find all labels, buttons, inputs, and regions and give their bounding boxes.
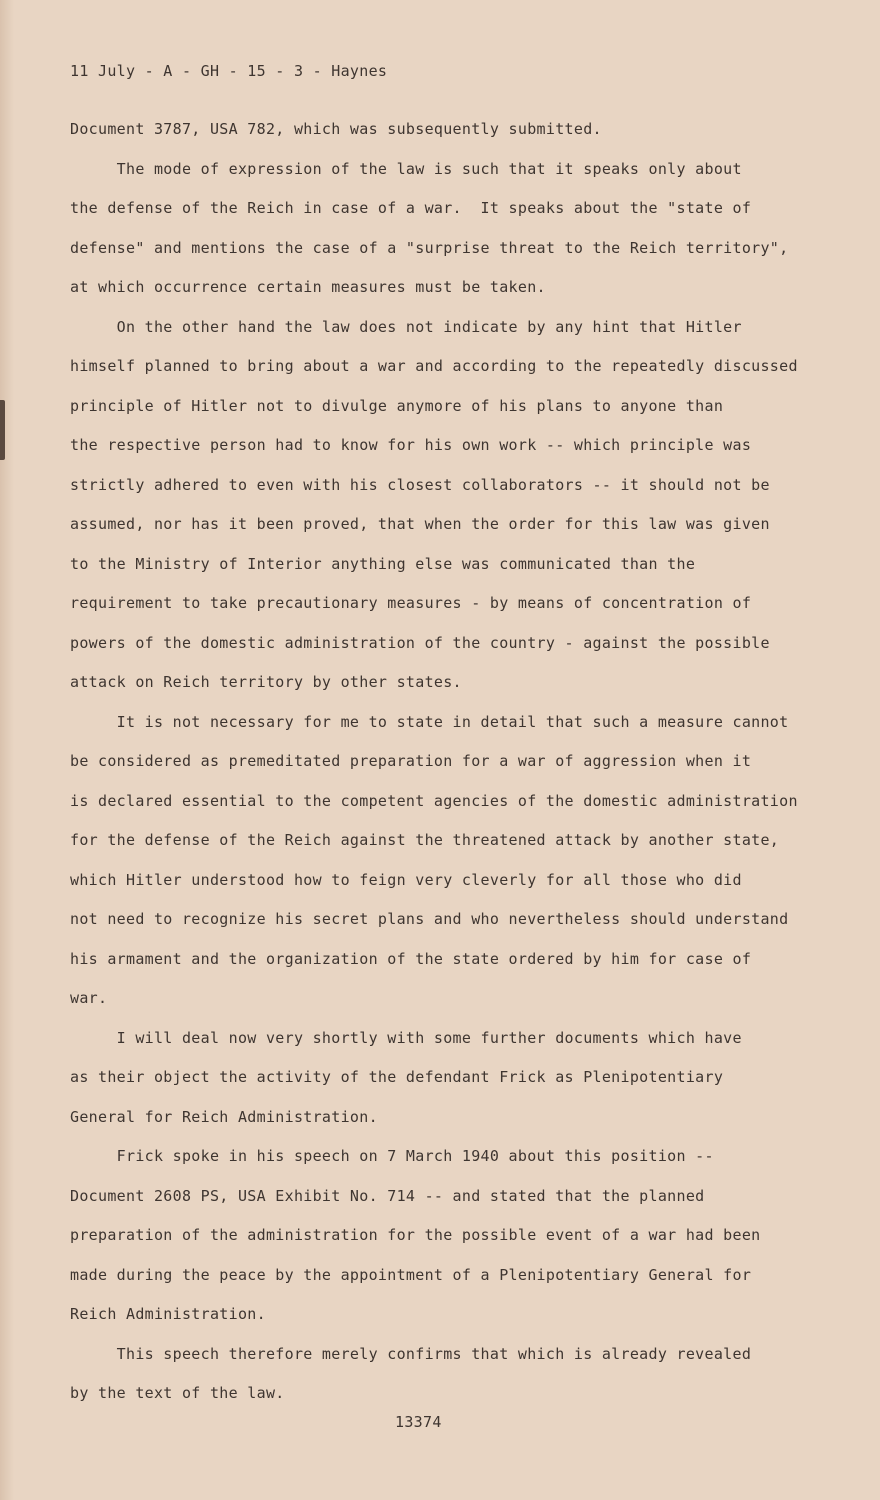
text-line: principle of Hitler not to divulge anymore of his plans to anyone than (70, 396, 724, 415)
text-line: preparation of the administration for the possible event of a war had been (70, 1226, 761, 1244)
text-line: Reich Administration. (70, 1305, 266, 1323)
paper-edge-shadow (0, 0, 14, 1500)
text-line: I will deal now very shortly with some further documents which have (70, 1028, 742, 1047)
text-line: not need to recognize his secret plans and who nevertheless should understand (70, 910, 789, 928)
text-line: the defense of the Reich in case of a war. It speaks about the "state of (70, 199, 752, 217)
text-line: war. (70, 989, 108, 1007)
text-line: General for Reich Administration. (70, 1107, 378, 1126)
text-line: himself planned to bring about a war and according to the repeatedly discussed (70, 357, 798, 375)
text-line: assumed, nor has it been proved, that when the order for this law was given (70, 515, 770, 533)
text-line: attack on Reich territory by other states. (70, 673, 462, 691)
text-line: for the defense of the Reich against the threatened attack by another state, (70, 831, 780, 849)
text-line: be considered as premeditated preparation for a war of aggression when it (70, 752, 752, 770)
text-line: made during the peace by the appointment of a Plenipotentiary General for (70, 1265, 752, 1284)
text-line: as their object the activity of the defendant Frick as Plenipotentiary (70, 1068, 724, 1086)
text-line: requirement to take precautionary measures - by means of concentration of (70, 594, 752, 612)
body-text (70, 120, 850, 1400)
text-line: Frick spoke in his speech on 7 March 1940 about this position -- (70, 1147, 714, 1165)
text-line: defense" and mentions the case of a "surprise threat to the Reich territory", (70, 238, 789, 257)
text-line: the respective person had to know for his own work -- which principle was (70, 436, 752, 454)
text-line: which Hitler understood how to feign very cleverly for all those who did (70, 870, 742, 889)
text-line: strictly adhered to even with his closest collaborators -- it should not be (70, 475, 770, 494)
text-line: Document 3787, USA 782, which was subsequently submitted. (70, 120, 602, 138)
text-line: The mode of expression of the law is such that it speaks only about (70, 159, 742, 178)
text-line: is declared essential to the competent agencies of the domestic administration (70, 791, 798, 810)
text-line: On the other hand the law does not indicate by any hint that Hitler (70, 317, 742, 336)
text-line: by the text of the law. (70, 1384, 285, 1402)
text-line: powers of the domestic administration of the country - against the possible (70, 633, 770, 652)
text-line: to the Ministry of Interior anything else was communicated than the (70, 554, 696, 573)
text-line: This speech therefore merely confirms that which is already revealed (70, 1344, 752, 1363)
text-line: his armament and the organization of the state ordered by him for case of (70, 949, 752, 968)
page-number: 13374 (395, 1413, 442, 1431)
binding-mark (0, 400, 5, 460)
text-line: It is not necessary for me to state in detail that such a measure cannot (70, 712, 789, 731)
page-header: 11 July - A - GH - 15 - 3 - Haynes (70, 62, 388, 80)
text-line: at which occurrence certain measures must be taken. (70, 278, 546, 296)
text-line: Document 2608 PS, USA Exhibit No. 714 -- and stated that the planned (70, 1186, 705, 1205)
